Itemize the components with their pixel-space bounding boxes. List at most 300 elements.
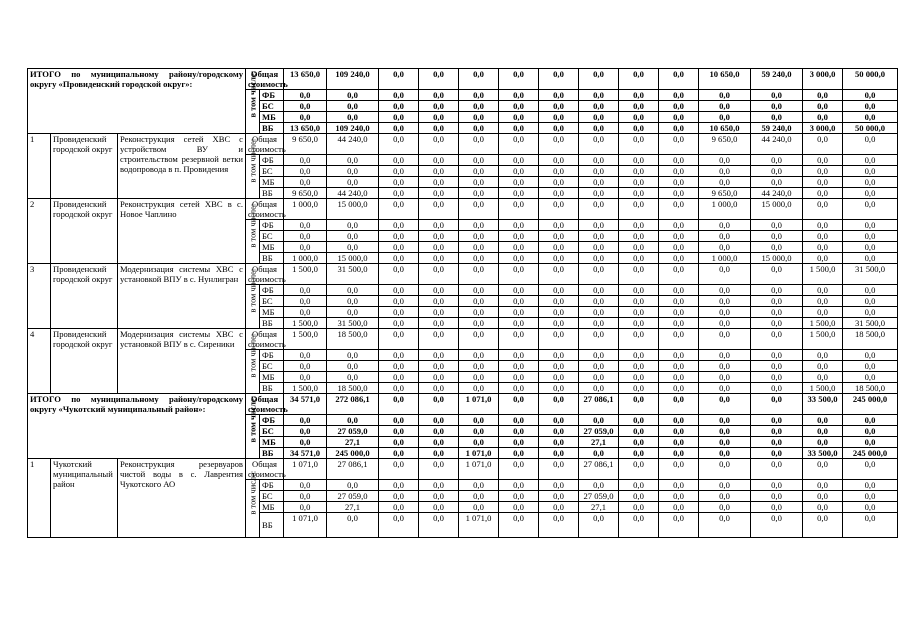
value-cell: 0,0 (843, 90, 898, 101)
value-cell: 0,0 (579, 350, 619, 361)
value-cell: 0,0 (619, 415, 659, 426)
value-cell: 9 650,0 (284, 188, 327, 199)
value-cell: 0,0 (459, 166, 499, 177)
value-cell: 0,0 (803, 350, 843, 361)
value-cell: 0,0 (419, 177, 459, 188)
value-cell: 0,0 (843, 513, 898, 538)
value-cell: 0,0 (379, 123, 419, 134)
value-cell: 59 240,0 (751, 69, 803, 90)
value-cell: 15 000,0 (751, 253, 803, 264)
including-label (246, 138, 260, 199)
value-cell: 0,0 (379, 220, 419, 231)
value-cell: 0,0 (803, 361, 843, 372)
value-cell: 0,0 (539, 502, 579, 513)
funding-source-label: ФБ (260, 220, 284, 231)
value-cell: 0,0 (751, 426, 803, 437)
value-cell: 9 650,0 (699, 134, 751, 155)
value-cell: 0,0 (579, 69, 619, 90)
value-cell: 0,0 (459, 242, 499, 253)
value-cell: 27 059,0 (327, 491, 379, 502)
value-cell: 0,0 (699, 166, 751, 177)
value-cell: 44 240,0 (327, 188, 379, 199)
value-cell: 31 500,0 (327, 318, 379, 329)
value-cell: 18 500,0 (843, 329, 898, 350)
value-cell: 0,0 (459, 502, 499, 513)
value-cell: 0,0 (539, 69, 579, 90)
value-cell: 0,0 (327, 155, 379, 166)
value-cell: 44 240,0 (327, 134, 379, 155)
value-cell: 0,0 (699, 329, 751, 350)
value-cell: 0,0 (499, 253, 539, 264)
value-cell: 0,0 (659, 177, 699, 188)
value-cell: 0,0 (539, 123, 579, 134)
value-cell: 18 500,0 (327, 383, 379, 394)
value-cell: 0,0 (619, 253, 659, 264)
value-cell: 0,0 (379, 188, 419, 199)
value-cell: 0,0 (751, 415, 803, 426)
value-cell: 0,0 (539, 491, 579, 502)
value-cell: 0,0 (619, 318, 659, 329)
value-cell: 0,0 (499, 459, 539, 480)
value-cell: 0,0 (499, 513, 539, 538)
including-label (246, 470, 260, 538)
item-number: 1 (28, 134, 51, 199)
value-cell: 15 000,0 (327, 199, 379, 220)
value-cell: 0,0 (499, 166, 539, 177)
value-cell: 0,0 (539, 437, 579, 448)
value-cell: 0,0 (419, 448, 459, 459)
value-cell: 0,0 (499, 491, 539, 502)
value-cell: 0,0 (379, 437, 419, 448)
value-cell: 0,0 (499, 155, 539, 166)
value-cell: 0,0 (539, 307, 579, 318)
value-cell: 0,0 (699, 101, 751, 112)
value-cell: 13 650,0 (284, 123, 327, 134)
value-cell: 27 086,1 (579, 459, 619, 480)
funding-source-label: ФБ (260, 480, 284, 491)
value-cell: 0,0 (579, 318, 619, 329)
value-cell: 0,0 (459, 426, 499, 437)
value-cell: 0,0 (499, 199, 539, 220)
value-cell: 0,0 (659, 101, 699, 112)
value-cell: 0,0 (843, 285, 898, 296)
value-cell: 1 000,0 (284, 253, 327, 264)
value-cell: 0,0 (419, 372, 459, 383)
value-cell: 0,0 (499, 350, 539, 361)
value-cell: 0,0 (419, 318, 459, 329)
value-cell: 0,0 (619, 513, 659, 538)
value-cell: 0,0 (803, 480, 843, 491)
value-cell: 0,0 (539, 329, 579, 350)
value-cell: 0,0 (659, 188, 699, 199)
value-cell: 0,0 (284, 480, 327, 491)
value-cell: 0,0 (327, 90, 379, 101)
value-cell: 44 240,0 (751, 188, 803, 199)
value-cell: 0,0 (284, 307, 327, 318)
value-cell: 0,0 (459, 155, 499, 166)
value-cell: 9 650,0 (284, 134, 327, 155)
value-cell: 0,0 (579, 264, 619, 285)
value-cell: 0,0 (379, 329, 419, 350)
value-cell: 0,0 (419, 329, 459, 350)
value-cell: 0,0 (379, 134, 419, 155)
value-cell: 0,0 (499, 220, 539, 231)
value-cell: 0,0 (379, 231, 419, 242)
value-cell: 0,0 (419, 134, 459, 155)
including-label-text: в том числе: (248, 470, 257, 515)
value-cell: 0,0 (619, 480, 659, 491)
value-cell: 1 500,0 (803, 383, 843, 394)
value-cell: 0,0 (843, 112, 898, 123)
value-cell: 0,0 (659, 426, 699, 437)
value-cell: 0,0 (539, 155, 579, 166)
value-cell: 0,0 (803, 372, 843, 383)
value-cell: 0,0 (803, 90, 843, 101)
value-cell: 0,0 (619, 231, 659, 242)
value-cell: 0,0 (579, 415, 619, 426)
value-cell: 0,0 (619, 459, 659, 480)
funding-source-label: БС (260, 231, 284, 242)
value-cell: 0,0 (659, 264, 699, 285)
value-cell: 0,0 (699, 383, 751, 394)
funding-source-label: БС (260, 296, 284, 307)
value-cell: 0,0 (539, 264, 579, 285)
value-cell: 0,0 (803, 437, 843, 448)
value-cell: 0,0 (419, 199, 459, 220)
value-cell: 0,0 (803, 426, 843, 437)
value-cell: 0,0 (419, 253, 459, 264)
value-cell: 0,0 (751, 350, 803, 361)
value-cell: 1 071,0 (459, 513, 499, 538)
value-cell: 0,0 (284, 231, 327, 242)
value-cell: 109 240,0 (327, 69, 379, 90)
value-cell: 0,0 (284, 491, 327, 502)
value-cell: 0,0 (751, 491, 803, 502)
value-cell: 0,0 (699, 177, 751, 188)
value-cell: 0,0 (699, 448, 751, 459)
value-cell: 0,0 (327, 112, 379, 123)
value-cell: 0,0 (419, 513, 459, 538)
value-cell: 0,0 (459, 415, 499, 426)
value-cell: 0,0 (843, 231, 898, 242)
value-cell: 0,0 (459, 264, 499, 285)
value-cell: 0,0 (459, 123, 499, 134)
value-cell: 0,0 (539, 242, 579, 253)
value-cell: 0,0 (619, 426, 659, 437)
value-cell: 0,0 (419, 242, 459, 253)
value-cell: 50 000,0 (843, 69, 898, 90)
value-cell: 0,0 (803, 166, 843, 177)
value-cell: 0,0 (843, 134, 898, 155)
including-label (246, 70, 260, 134)
value-cell: 0,0 (579, 199, 619, 220)
value-cell: 0,0 (379, 253, 419, 264)
value-cell: 0,0 (659, 394, 699, 415)
value-cell: 0,0 (659, 69, 699, 90)
value-cell: 0,0 (539, 285, 579, 296)
value-cell: 0,0 (659, 329, 699, 350)
value-cell: 0,0 (539, 361, 579, 372)
value-cell: 0,0 (327, 350, 379, 361)
value-cell: 0,0 (419, 459, 459, 480)
item-row (28, 264, 898, 285)
value-cell: 0,0 (659, 155, 699, 166)
value-cell: 0,0 (803, 296, 843, 307)
funding-source-label: ВБ (260, 123, 284, 134)
value-cell: 0,0 (419, 112, 459, 123)
item-description: Модернизация системы ХВС с установкой ВПУ в с. Нунлигран (118, 264, 246, 329)
funding-source-label: ФБ (260, 155, 284, 166)
value-cell: 34 571,0 (284, 394, 327, 415)
value-cell: 18 500,0 (327, 329, 379, 350)
value-cell: 27,1 (579, 502, 619, 513)
value-cell: 0,0 (379, 415, 419, 426)
value-cell: 0,0 (459, 90, 499, 101)
value-cell: 0,0 (284, 166, 327, 177)
value-cell: 0,0 (539, 101, 579, 112)
value-cell: 0,0 (803, 220, 843, 231)
value-cell: 1 071,0 (284, 513, 327, 538)
value-cell: 0,0 (843, 307, 898, 318)
value-cell: 0,0 (579, 480, 619, 491)
value-cell: 0,0 (327, 101, 379, 112)
value-cell: 0,0 (751, 448, 803, 459)
value-cell: 0,0 (803, 134, 843, 155)
value-cell: 0,0 (579, 372, 619, 383)
value-cell: 1 071,0 (459, 394, 499, 415)
value-cell: 0,0 (579, 513, 619, 538)
value-cell: 0,0 (619, 350, 659, 361)
value-cell: 0,0 (459, 383, 499, 394)
value-cell: 0,0 (539, 372, 579, 383)
value-cell: 0,0 (539, 318, 579, 329)
value-cell: 0,0 (327, 480, 379, 491)
value-cell: 31 500,0 (327, 264, 379, 285)
value-cell: 0,0 (284, 296, 327, 307)
value-cell: 0,0 (843, 361, 898, 372)
value-cell: 0,0 (803, 502, 843, 513)
value-cell: 245 000,0 (843, 448, 898, 459)
value-cell: 0,0 (379, 90, 419, 101)
value-cell: 0,0 (619, 394, 659, 415)
item-number: 4 (28, 329, 51, 394)
funding-source-label: БС (260, 491, 284, 502)
value-cell: 0,0 (699, 480, 751, 491)
item-district: Провиденский городской округ (51, 329, 118, 394)
item-row (28, 199, 898, 220)
value-cell: 3 000,0 (803, 123, 843, 134)
value-cell: 0,0 (579, 112, 619, 123)
value-cell: 0,0 (459, 188, 499, 199)
value-cell: 0,0 (459, 361, 499, 372)
value-cell: 0,0 (751, 177, 803, 188)
funding-source-label: МБ (260, 372, 284, 383)
value-cell: 0,0 (751, 101, 803, 112)
value-cell: 0,0 (284, 285, 327, 296)
total-cost-label: Общая стоимость (246, 329, 284, 350)
item-row (28, 329, 898, 350)
value-cell: 0,0 (751, 394, 803, 415)
budget-table-sheet (27, 68, 888, 538)
total-cost-label: Общая стоимость (246, 264, 284, 285)
value-cell: 1 071,0 (459, 448, 499, 459)
value-cell: 0,0 (751, 296, 803, 307)
value-cell: 27 086,1 (327, 459, 379, 480)
value-cell: 10 650,0 (699, 123, 751, 134)
funding-source-label: МБ (260, 112, 284, 123)
value-cell: 0,0 (659, 296, 699, 307)
value-cell: 0,0 (751, 361, 803, 372)
funding-source-label: БС (260, 361, 284, 372)
value-cell: 0,0 (379, 285, 419, 296)
value-cell: 0,0 (459, 231, 499, 242)
value-cell: 27,1 (579, 437, 619, 448)
value-cell: 0,0 (419, 264, 459, 285)
value-cell: 0,0 (459, 372, 499, 383)
value-cell: 0,0 (499, 296, 539, 307)
value-cell: 0,0 (459, 253, 499, 264)
value-cell: 0,0 (379, 394, 419, 415)
value-cell: 0,0 (699, 502, 751, 513)
value-cell: 1 500,0 (803, 318, 843, 329)
value-cell: 0,0 (539, 177, 579, 188)
value-cell: 0,0 (379, 383, 419, 394)
value-cell: 0,0 (379, 318, 419, 329)
value-cell: 0,0 (659, 134, 699, 155)
value-cell: 0,0 (419, 426, 459, 437)
value-cell: 0,0 (843, 491, 898, 502)
value-cell: 18 500,0 (843, 383, 898, 394)
value-cell: 109 240,0 (327, 123, 379, 134)
value-cell: 0,0 (619, 329, 659, 350)
value-cell: 0,0 (751, 285, 803, 296)
value-cell: 0,0 (751, 307, 803, 318)
value-cell: 0,0 (751, 220, 803, 231)
value-cell: 31 500,0 (843, 318, 898, 329)
value-cell: 0,0 (619, 188, 659, 199)
including-label-text: в том числе: (248, 333, 257, 378)
value-cell: 0,0 (619, 166, 659, 177)
value-cell: 1 000,0 (699, 253, 751, 264)
value-cell: 0,0 (379, 502, 419, 513)
value-cell: 0,0 (659, 242, 699, 253)
value-cell: 0,0 (499, 69, 539, 90)
value-cell: 0,0 (659, 112, 699, 123)
including-label (246, 203, 260, 264)
value-cell: 0,0 (499, 415, 539, 426)
value-cell: 0,0 (699, 242, 751, 253)
funding-source-label: ВБ (260, 383, 284, 394)
funding-source-label: БС (260, 166, 284, 177)
value-cell: 0,0 (751, 242, 803, 253)
value-cell: 0,0 (751, 502, 803, 513)
funding-source-label: МБ (260, 502, 284, 513)
value-cell: 0,0 (419, 90, 459, 101)
value-cell: 0,0 (579, 155, 619, 166)
value-cell: 1 500,0 (803, 264, 843, 285)
including-label-text: в том числе: (248, 395, 257, 443)
value-cell: 0,0 (459, 318, 499, 329)
value-cell: 1 071,0 (459, 459, 499, 480)
value-cell: 0,0 (459, 134, 499, 155)
value-cell: 0,0 (539, 253, 579, 264)
value-cell: 0,0 (284, 415, 327, 426)
value-cell: 0,0 (459, 199, 499, 220)
value-cell: 0,0 (803, 101, 843, 112)
value-cell: 0,0 (659, 285, 699, 296)
value-cell: 0,0 (499, 307, 539, 318)
value-cell: 0,0 (699, 307, 751, 318)
value-cell: 0,0 (327, 513, 379, 538)
value-cell: 1 071,0 (284, 459, 327, 480)
value-cell: 0,0 (579, 166, 619, 177)
value-cell: 0,0 (499, 437, 539, 448)
value-cell: 0,0 (579, 242, 619, 253)
including-label-text: в том числе: (248, 203, 257, 248)
value-cell: 0,0 (699, 112, 751, 123)
value-cell: 0,0 (619, 155, 659, 166)
value-cell: 0,0 (499, 112, 539, 123)
value-cell: 1 000,0 (699, 199, 751, 220)
value-cell: 0,0 (619, 69, 659, 90)
value-cell: 0,0 (659, 166, 699, 177)
funding-source-label: МБ (260, 177, 284, 188)
including-label (246, 268, 260, 329)
value-cell: 0,0 (659, 415, 699, 426)
funding-source-label: МБ (260, 437, 284, 448)
value-cell: 0,0 (659, 459, 699, 480)
value-cell: 0,0 (619, 199, 659, 220)
value-cell: 0,0 (419, 123, 459, 134)
value-cell: 0,0 (579, 307, 619, 318)
value-cell: 0,0 (327, 372, 379, 383)
value-cell: 0,0 (579, 188, 619, 199)
value-cell: 0,0 (659, 123, 699, 134)
value-cell: 0,0 (803, 188, 843, 199)
value-cell: 0,0 (379, 513, 419, 538)
value-cell: 27 086,1 (579, 394, 619, 415)
value-cell: 13 650,0 (284, 69, 327, 90)
value-cell: 0,0 (539, 199, 579, 220)
value-cell: 0,0 (579, 296, 619, 307)
value-cell: 1 500,0 (284, 264, 327, 285)
value-cell: 0,0 (499, 242, 539, 253)
value-cell: 0,0 (751, 513, 803, 538)
value-cell: 0,0 (699, 361, 751, 372)
funding-source-label: МБ (260, 307, 284, 318)
funding-source-label: ВБ (260, 513, 284, 538)
value-cell: 0,0 (751, 112, 803, 123)
value-cell: 0,0 (327, 415, 379, 426)
value-cell: 0,0 (459, 329, 499, 350)
value-cell: 0,0 (751, 264, 803, 285)
value-cell: 1 000,0 (284, 199, 327, 220)
total-title: ИТОГО по муниципальному району/городскому округу «Чукотский муниципальный район»: (28, 394, 246, 459)
value-cell: 0,0 (699, 415, 751, 426)
value-cell: 0,0 (699, 318, 751, 329)
item-description: Реконструкция резервуаров чистой воды в с. Лаврентия Чукотского АО (118, 459, 246, 538)
value-cell: 0,0 (803, 242, 843, 253)
value-cell: 0,0 (539, 415, 579, 426)
value-cell: 0,0 (659, 491, 699, 502)
value-cell: 0,0 (803, 155, 843, 166)
item-district: Провиденский городской округ (51, 134, 118, 199)
value-cell: 0,0 (699, 90, 751, 101)
value-cell: 0,0 (284, 101, 327, 112)
funding-source-label: БС (260, 426, 284, 437)
value-cell: 0,0 (843, 242, 898, 253)
value-cell: 0,0 (327, 361, 379, 372)
